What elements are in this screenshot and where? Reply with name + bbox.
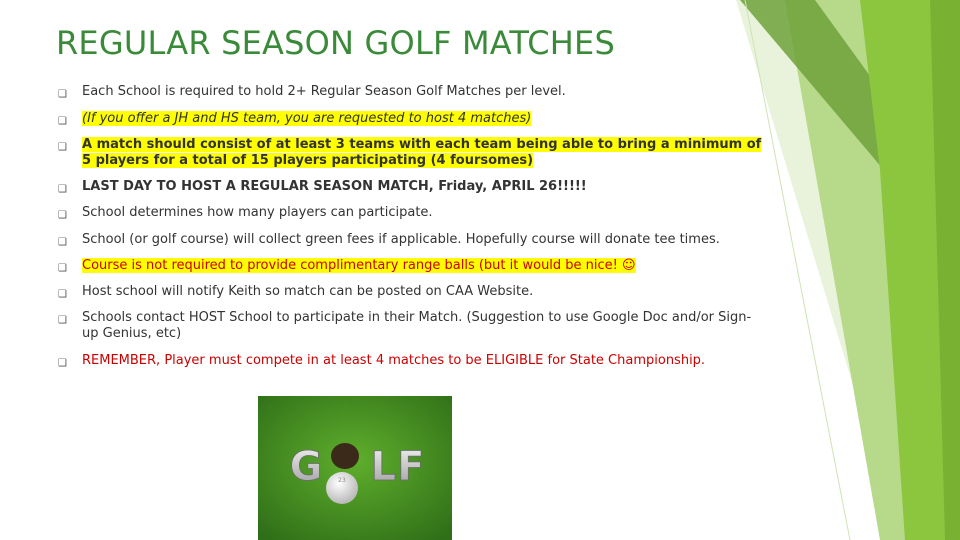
checkbox-bullet-icon: ❑ [58,358,67,369]
checkbox-bullet-icon: ❑ [58,142,67,153]
bullet-text: A match should consist of at least 3 teams with each team being able to bring a minimum of 5 players for a total of 15 players participating (4 foursomes) [82,137,762,168]
checkbox-bullet-icon: ❑ [58,210,67,221]
slide-title: REGULAR SEASON GOLF MATCHES [56,24,615,62]
checkbox-bullet-icon: ❑ [58,116,67,127]
bullet-text: Each School is required to hold 2+ Regular Season Golf Matches per level. [82,84,566,99]
checkbox-bullet-icon: ❑ [58,315,67,326]
golf-image [258,396,452,540]
bullet-3 [58,137,772,168]
bullet-text: School (or golf course) will collect green fees if applicable. Hopefully course will donate tee times. [82,232,720,247]
bullet-6 [58,232,720,248]
golf-letter-g: G [289,444,323,490]
checkbox-bullet-icon: ❑ [58,263,67,274]
golf-letters-lf: LF [370,444,426,490]
bullet-text: (If you offer a JH and HS team, you are requested to host 4 matches) [82,111,532,126]
bullet-10 [58,353,705,369]
bullet-5 [58,205,433,221]
bullet-text: Course is not required to provide complimentary range balls (but it would be nice! ☺ [82,258,636,273]
bullet-2 [58,111,531,127]
bullet-9 [58,310,762,341]
bullet-text: Schools contact HOST School to participate in their Match. (Suggestion to use Google Doc and/or Sign-up Genius, etc) [82,310,752,341]
golf-ball-number: 23 [338,477,346,484]
checkbox-bullet-icon: ❑ [58,89,67,100]
bullet-text: REMEMBER, Player must compete in at least 4 matches to be ELIGIBLE for State Championship. [82,353,706,368]
golf-hole [331,443,359,469]
bullet-text: Host school will notify Keith so match can be posted on CAA Website. [82,284,534,299]
bullet-text: LAST DAY TO HOST A REGULAR SEASON MATCH, Friday, APRIL 26!!!!! [82,179,587,194]
checkbox-bullet-icon: ❑ [58,237,67,248]
bullet-4 [58,179,587,195]
checkbox-bullet-icon: ❑ [58,289,67,300]
bullet-text: School determines how many players can participate. [82,205,433,220]
bullet-7 [58,258,636,274]
checkbox-bullet-icon: ❑ [58,184,67,195]
bullet-1 [58,84,566,100]
bullet-8 [58,284,533,300]
